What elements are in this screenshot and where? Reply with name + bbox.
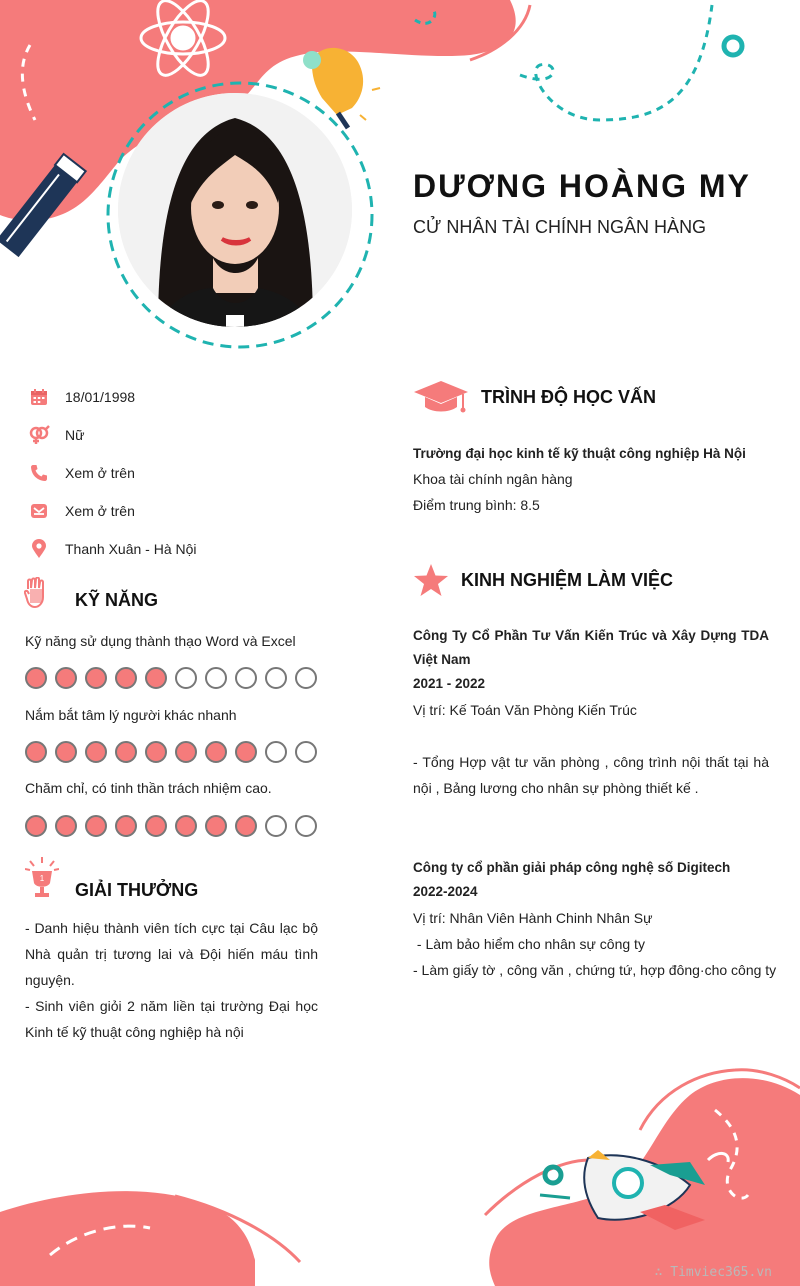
trophy-icon bbox=[25, 857, 59, 906]
rating-dot-filled bbox=[85, 741, 107, 763]
contact-gender bbox=[28, 423, 85, 447]
contact-email bbox=[28, 499, 135, 523]
calendar-icon bbox=[28, 386, 50, 408]
rating-dot-empty bbox=[205, 667, 227, 689]
rating-dot-filled bbox=[205, 741, 227, 763]
email-text: Xem ở trên bbox=[65, 503, 135, 519]
hand-icon bbox=[24, 577, 48, 616]
rating-dot-filled bbox=[115, 815, 137, 837]
portrait-illustration bbox=[118, 93, 352, 327]
job-position: Vị trí: Nhân Viên Hành Chinh Nhân Sự bbox=[413, 910, 653, 926]
rating-dot-empty bbox=[295, 815, 317, 837]
profile-photo bbox=[118, 93, 352, 327]
skill-label: Kỹ năng sử dụng thành thạo Word và Excel bbox=[25, 633, 296, 649]
rating-dot-filled bbox=[235, 815, 257, 837]
experience-heading: KINH NGHIỆM LÀM VIỆC bbox=[461, 570, 674, 590]
email-icon bbox=[28, 500, 50, 522]
rating-dot-filled bbox=[175, 815, 197, 837]
awards-heading: GIẢI THƯỞNG bbox=[75, 880, 199, 900]
candidate-name: DƯƠNG HOÀNG MY bbox=[413, 168, 751, 204]
address-text: Thanh Xuân - Hà Nội bbox=[65, 541, 197, 557]
job-company: Công Ty Cổ Phần Tư Vấn Kiến Trúc và Xây Dựng TDA Việt Nam bbox=[413, 628, 769, 667]
rating-dot-filled bbox=[25, 815, 47, 837]
rating-dot-empty bbox=[175, 667, 197, 689]
rating-dot-empty bbox=[265, 815, 287, 837]
job-description: - Làm giấy tờ , công văn , chứng tứ, hợp đông·cho công ty bbox=[413, 962, 777, 978]
rating-dot-filled bbox=[55, 667, 77, 689]
contact-birthday bbox=[28, 385, 136, 409]
birthday-text: 18/01/1998 bbox=[65, 389, 136, 405]
rating-dot-filled bbox=[115, 741, 137, 763]
svg-text:1: 1 bbox=[39, 874, 45, 883]
phone-icon bbox=[28, 462, 50, 484]
job-period: 2021 - 2022 bbox=[413, 676, 486, 691]
rating-dot-empty bbox=[295, 741, 317, 763]
candidate-title: CỬ NHÂN TÀI CHÍNH NGÂN HÀNG bbox=[413, 217, 707, 237]
rating-dot-filled bbox=[145, 741, 167, 763]
rating-dot-filled bbox=[145, 667, 167, 689]
job-period: 2022-2024 bbox=[413, 884, 478, 899]
skill-rating bbox=[25, 815, 317, 837]
rating-dot-empty bbox=[235, 667, 257, 689]
skill-rating bbox=[25, 667, 317, 689]
star-icon bbox=[413, 563, 449, 602]
rating-dot-filled bbox=[85, 667, 107, 689]
rating-dot-filled bbox=[115, 667, 137, 689]
graduation-cap-icon bbox=[413, 380, 469, 419]
job-company: Công ty cổ phần giải pháp công nghệ số Digitech bbox=[413, 860, 731, 875]
rating-dot-filled bbox=[55, 815, 77, 837]
rating-dot-empty bbox=[295, 667, 317, 689]
rating-dot-filled bbox=[235, 741, 257, 763]
rating-dot-filled bbox=[175, 741, 197, 763]
rating-dot-filled bbox=[85, 815, 107, 837]
contact-phone bbox=[28, 461, 135, 485]
watermark: ∴ Timviec365.vn bbox=[654, 1265, 772, 1280]
job-description: - Làm bảo hiểm cho nhân sự công ty bbox=[413, 936, 645, 952]
gender-icon bbox=[28, 424, 50, 446]
job-position: Vị trí: Kế Toán Văn Phòng Kiến Trúc bbox=[413, 702, 637, 718]
gender-text: Nữ bbox=[65, 427, 85, 443]
rating-dot-empty bbox=[265, 741, 287, 763]
location-icon bbox=[28, 538, 50, 560]
award-item: - Danh hiệu thành viên tích cực tại Câu lạc bộ Nhà quản trị tương lai và Đội hiến máu tình nguyện. bbox=[25, 920, 318, 988]
rating-dot-filled bbox=[25, 667, 47, 689]
rating-dot-filled bbox=[55, 741, 77, 763]
skill-label: Chăm chỉ, có tinh thần trách nhiệm cao. bbox=[25, 780, 272, 796]
education-faculty: Khoa tài chính ngân hàng bbox=[413, 471, 573, 487]
lightbulb-icon bbox=[303, 48, 380, 128]
education-school: Trường đại học kinh tế kỹ thuật công nghiệp Hà Nội bbox=[413, 446, 746, 461]
rating-dot-empty bbox=[265, 667, 287, 689]
rating-dot-filled bbox=[145, 815, 167, 837]
rating-dot-filled bbox=[205, 815, 227, 837]
job-description: - Tổng Hợp vật tư văn phòng , công trình nội thất tại hà nội , Bảng lương cho nhân sự phòng thiết kế . bbox=[413, 754, 769, 796]
phone-text: Xem ở trên bbox=[65, 465, 135, 481]
rating-dot-filled bbox=[25, 741, 47, 763]
skills-heading: KỸ NĂNG bbox=[75, 590, 159, 610]
bottom-left-coral-blob bbox=[0, 1191, 255, 1286]
skill-label: Nắm bắt tâm lý người khác nhanh bbox=[25, 707, 237, 723]
skill-rating bbox=[25, 741, 317, 763]
education-gpa: Điểm trung bình: 8.5 bbox=[413, 497, 540, 513]
award-item: - Sinh viên giỏi 2 năm liền tại trường Đại học Kinh tế kỹ thuật công nghiệp hà nội bbox=[25, 998, 318, 1040]
contact-address bbox=[28, 537, 197, 561]
education-heading: TRÌNH ĐỘ HỌC VẤN bbox=[481, 387, 656, 407]
